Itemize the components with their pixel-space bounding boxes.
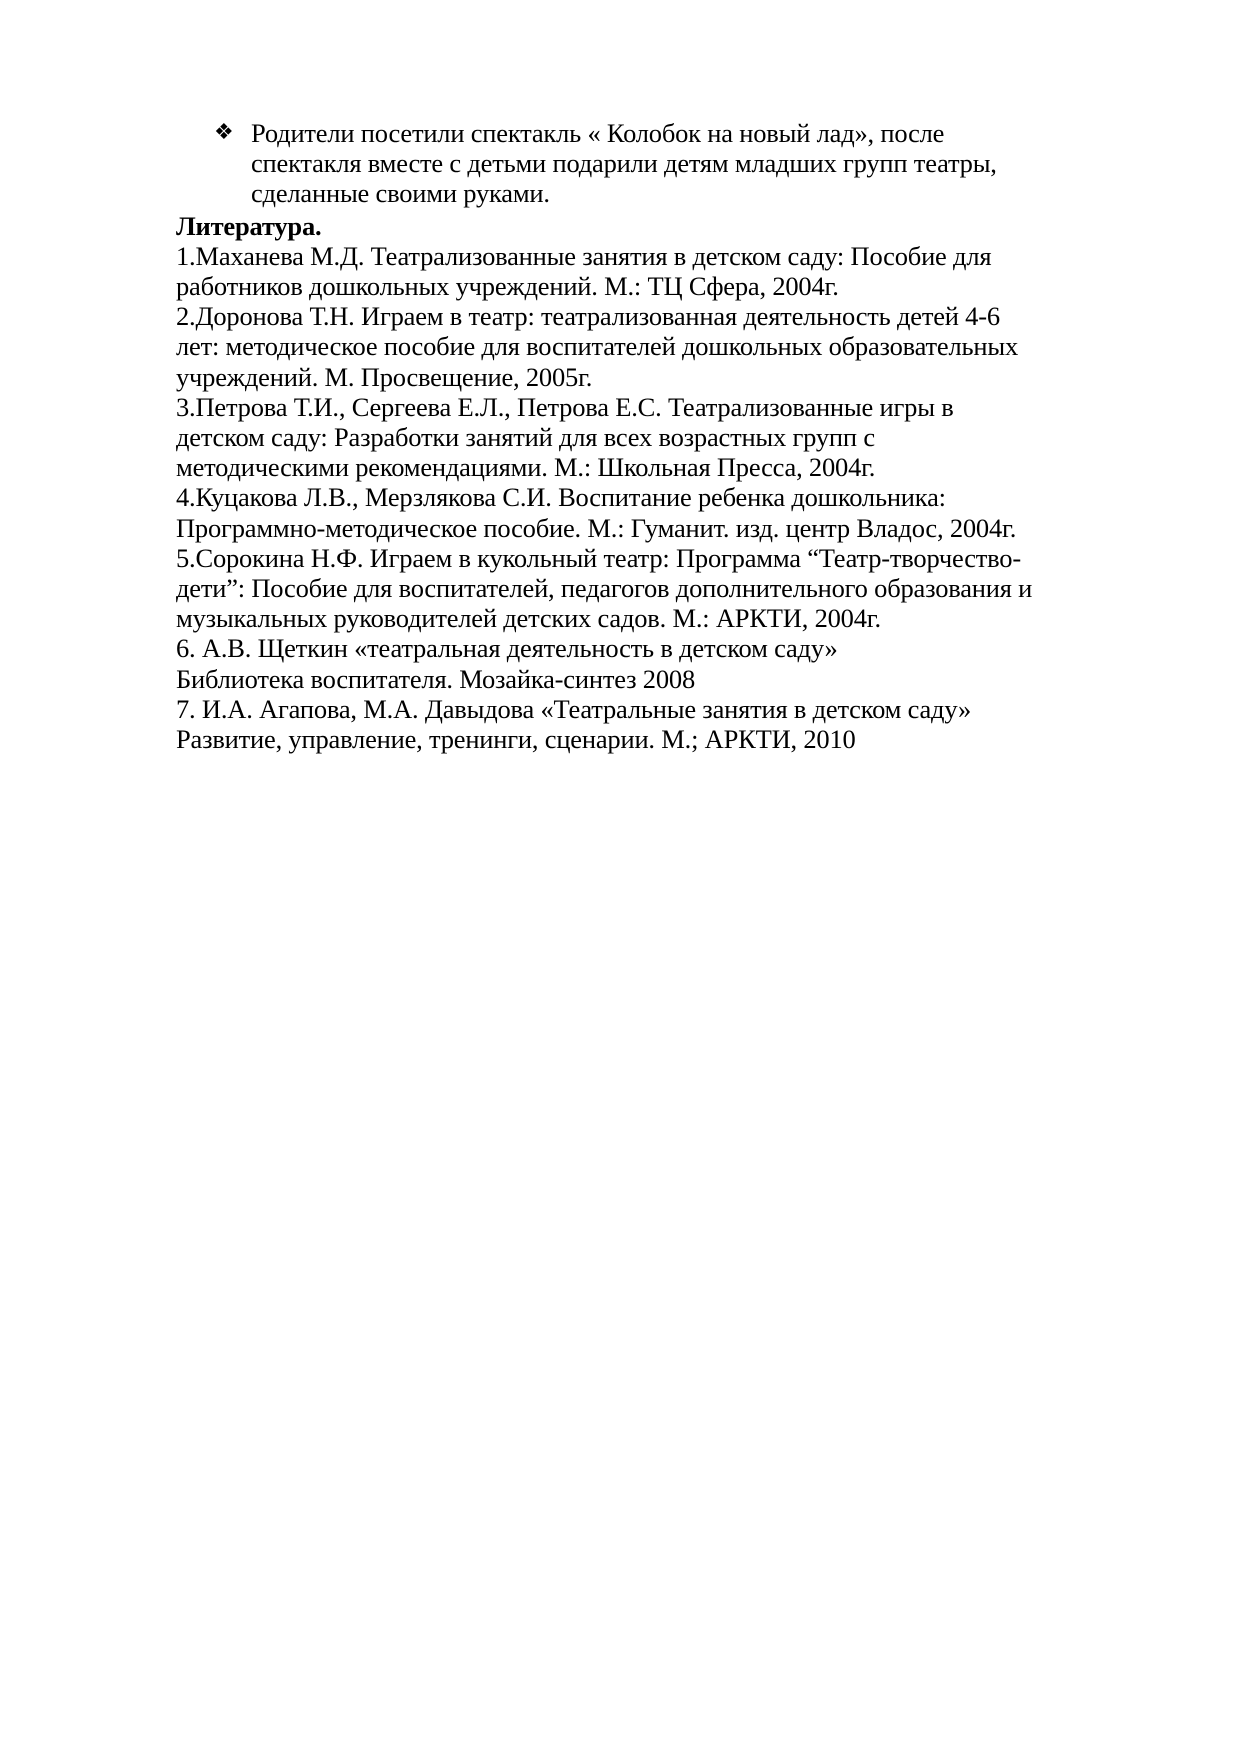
bullet-line: спектакля вместе с детьми подарили детям младших групп театры, xyxy=(251,148,997,179)
reference-item-3 xyxy=(176,392,1166,483)
reference-line: детском саду: Разработки занятий для всех возрастных групп с xyxy=(176,422,875,453)
reference-line: Развитие, управление, тренинги, сценарии. М.; АРКТИ, 2010 xyxy=(176,724,856,755)
document-page xyxy=(176,118,1166,754)
reference-list xyxy=(176,241,1166,754)
reference-item-7 xyxy=(176,694,1166,754)
reference-line: работников дошкольных учреждений. М.: ТЦ Сфера, 2004г. xyxy=(176,271,839,302)
literature-heading: Литература. xyxy=(176,210,322,241)
reference-item-6 xyxy=(176,633,1166,693)
reference-line: 5.Сорокина Н.Ф. Играем в кукольный театр: Программа “Театр-творчество- xyxy=(176,542,1021,573)
reference-line: 6. А.В. Щеткин «театральная деятельность в детском саду» xyxy=(176,633,838,664)
four-diamond-bullet-icon: ❖ xyxy=(214,120,234,145)
reference-line: дети”: Пособие для воспитателей, педагогов дополнительного образования и xyxy=(176,573,1033,604)
reference-line: 2.Доронова Т.Н. Играем в театр: театрализованная деятельность детей 4-6 xyxy=(176,301,1000,332)
reference-line: 3.Петрова Т.И., Сергеева Е.Л., Петрова Е.С. Театрализованные игры в xyxy=(176,391,954,422)
reference-line: лет: методическое пособие для воспитателей дошкольных образовательных xyxy=(176,331,1019,362)
reference-item-5 xyxy=(176,543,1166,634)
bullet-line: сделанные своими руками. xyxy=(251,178,550,209)
reference-line: Программно-методическое пособие. М.: Гуманит. изд. центр Владос, 2004г. xyxy=(176,512,1017,543)
reference-line: 1.Маханева М.Д. Театрализованные занятия в детском саду: Пособие для xyxy=(176,240,992,271)
reference-item-4 xyxy=(176,482,1166,542)
bullet-paragraph xyxy=(176,118,1181,209)
reference-item-1 xyxy=(176,241,1166,301)
reference-item-2 xyxy=(176,301,1166,392)
reference-line: Библиотека воспитателя. Мозайка-синтез 2008 xyxy=(176,663,695,694)
reference-line: 7. И.А. Агапова, М.А. Давыдова «Театральные занятия в детском саду» xyxy=(176,693,972,724)
bullet-line: Родители посетили спектакль « Колобок на новый лад», после xyxy=(251,118,945,148)
reference-line: музыкальных руководителей детских садов. М.: АРКТИ, 2004г. xyxy=(176,603,881,634)
reference-line: 4.Куцакова Л.В., Мерзлякова С.И. Воспитание ребенка дошкольника: xyxy=(176,482,946,513)
reference-line: методическими рекомендациями. М.: Школьная Пресса, 2004г. xyxy=(176,452,876,483)
reference-line: учреждений. М. Просвещение, 2005г. xyxy=(176,361,593,392)
